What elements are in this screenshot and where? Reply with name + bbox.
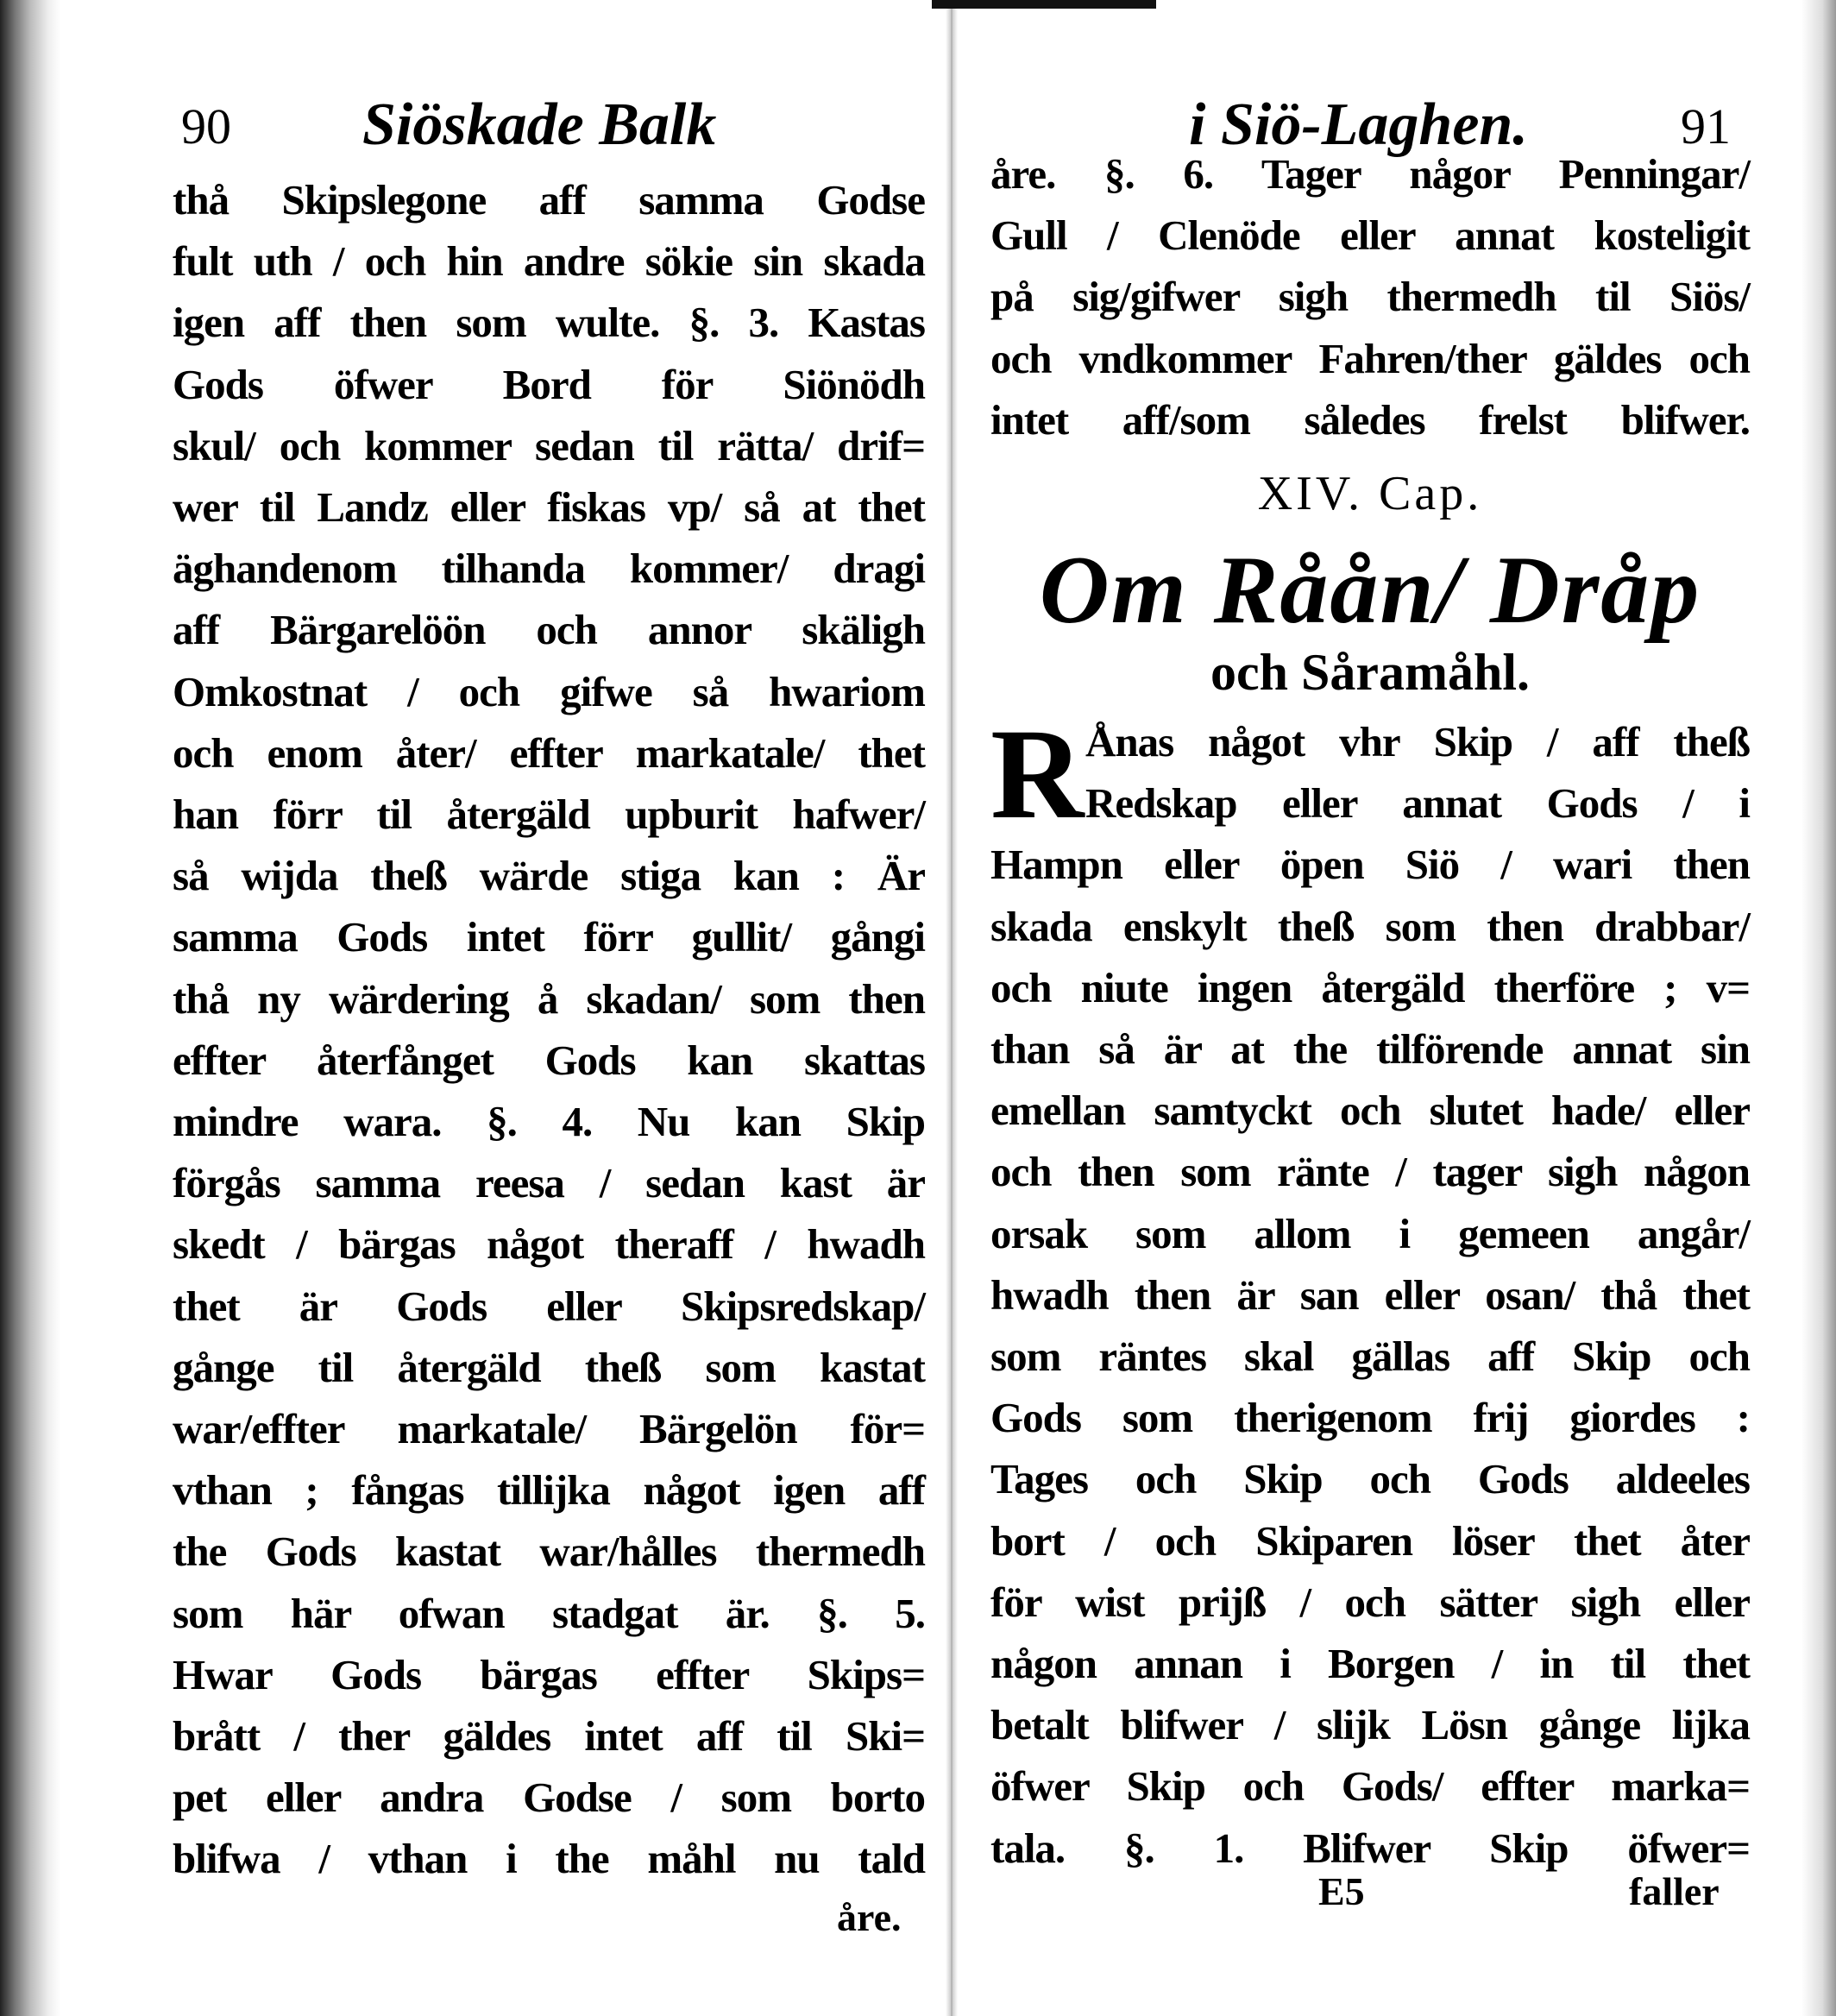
text-line: igen aff then som wulte. §. 3. Kastas — [173, 299, 925, 347]
text-line: och enom åter/ effter markatale/ thet — [173, 728, 925, 777]
text-line: Hwar Gods bärgas effter Skips= — [173, 1650, 925, 1698]
text-line: skedt / bärgas något theraff / hwadh — [173, 1220, 925, 1269]
text-line: öfwer Skip och Gods/ effter marka= — [990, 1762, 1750, 1811]
text-line: så wijda theß wärde stiga kan : Är — [173, 852, 925, 900]
left-header — [173, 91, 925, 160]
text-line: effter återfånget Gods kan skattas — [173, 1036, 925, 1084]
page-number: 91 — [1681, 98, 1731, 154]
text-line: thå ny wärdering å skadan/ som then — [173, 974, 925, 1023]
text-line: och niute ingen återgäld therföre ; v= — [990, 963, 1750, 1011]
catchword: faller — [1629, 1869, 1720, 1913]
text-line: bort / och Skiparen löser thet åter — [990, 1516, 1750, 1565]
text-line: förgås samma reesa / sedan kast är — [173, 1159, 925, 1207]
text-line: tala. §. 1. Blifwer Skip öfwer= — [990, 1824, 1750, 1872]
scan-top-mark — [932, 0, 1156, 9]
chapter-number: XIV. Cap. — [1257, 467, 1483, 520]
text-line: the Gods kastat war/hålles thermedh — [173, 1528, 925, 1576]
text-line: vthan ; fångas tillijka något igen aff — [173, 1466, 925, 1515]
text-line: mindre wara. §. 4. Nu kan Skip — [173, 1098, 925, 1145]
text-line: Gods som therigenom frij giordes : — [990, 1394, 1750, 1442]
text-line: Redskap eller annat Gods / i — [1085, 779, 1750, 828]
text-line: Gull / Clenöde eller annat kosteligit — [990, 211, 1750, 260]
text-line: och then som ränte / tager sigh någon — [990, 1148, 1750, 1196]
drop-cap: R — [990, 702, 1085, 846]
text-line: samma Gods intet förr gullit/ gångi — [173, 913, 925, 961]
text-line: skada enskylt theß som then drabbar/ — [990, 902, 1750, 950]
signature-mark: E5 — [1318, 1869, 1365, 1913]
text-line: åre. §. 6. Tager någor Penningar/ — [990, 150, 1750, 198]
book-gutter — [946, 0, 958, 2016]
text-line: hwadh then är san eller osan/ thå thet — [990, 1270, 1750, 1319]
text-line: som räntes skal gällas aff Skip och — [990, 1332, 1750, 1380]
text-line: orsak som allom i gemeen angår/ — [990, 1209, 1750, 1257]
running-head: Siöskade Balk — [362, 91, 717, 158]
text-line: på sig/gifwer sigh thermedh til Siös/ — [990, 273, 1750, 321]
text-line: äghandenom tilhanda kommer/ dragi — [173, 545, 925, 593]
text-line: som här ofwan stadgat är. §. 5. — [173, 1589, 925, 1637]
text-line: Hampn eller öpen Siö / wari then — [990, 841, 1750, 889]
text-line: aff Bärgarelöön och annor skäligh — [173, 606, 925, 654]
text-line: pet eller andra Godse / som borto — [173, 1773, 925, 1822]
text-line: emellan samtyckt och slutet hade/ eller — [990, 1087, 1750, 1135]
text-line: och vndkommer Fahren/ther gäldes och — [990, 334, 1750, 382]
scan-edge-shadow — [0, 0, 60, 2016]
text-line: han förr til återgäld upburit hafwer/ — [173, 791, 925, 838]
text-line: någon annan i Borgen / in til thet — [990, 1640, 1750, 1687]
text-line: Tages och Skip och Gods aldeeles — [990, 1455, 1750, 1503]
text-line: Gods öfwer Bord för Siönödh — [173, 360, 925, 408]
text-line: than så är at the tilförende annat sin — [990, 1025, 1750, 1073]
text-line: thet är Gods eller Skipsredskap/ — [173, 1282, 925, 1330]
chapter-subtitle: och Såramåhl. — [1210, 644, 1531, 701]
catchword: åre. — [837, 1895, 902, 1939]
text-line: för wist prijß / och sätter sigh eller — [990, 1578, 1750, 1626]
text-line: gånge til återgäld theß som kastat — [173, 1343, 925, 1391]
text-line: fult uth / och hin andre sökie sin skada — [173, 237, 925, 286]
chapter-title: Om Råån/ Dråp — [1039, 537, 1701, 644]
page-number: 90 — [181, 98, 231, 154]
text-line: thå Skipslegone aff samma Godse — [173, 176, 925, 224]
text-line: blifwa / vthan i the måhl nu tald — [173, 1835, 925, 1883]
text-line: betalt blifwer / slijk Lösn gånge lijka — [990, 1701, 1750, 1749]
scan-right-edge — [1801, 0, 1836, 2016]
text-line: Ånas något vhr Skip / aff theß — [1085, 718, 1750, 765]
text-line: wer til Landz eller fiskas vp/ så at thet — [173, 483, 925, 531]
text-line: war/effter markatale/ Bärgelön för= — [173, 1405, 925, 1452]
text-line: brått / ther gäldes intet aff til Ski= — [173, 1712, 925, 1760]
text-line: intet aff/som således frelst blifwer. — [990, 395, 1750, 444]
running-head: i Siö-Laghen. — [1189, 91, 1528, 158]
text-line: skul/ och kommer sedan til rätta/ drif= — [173, 421, 925, 469]
text-line: Omkostnat / och gifwe så hwariom — [173, 667, 925, 715]
